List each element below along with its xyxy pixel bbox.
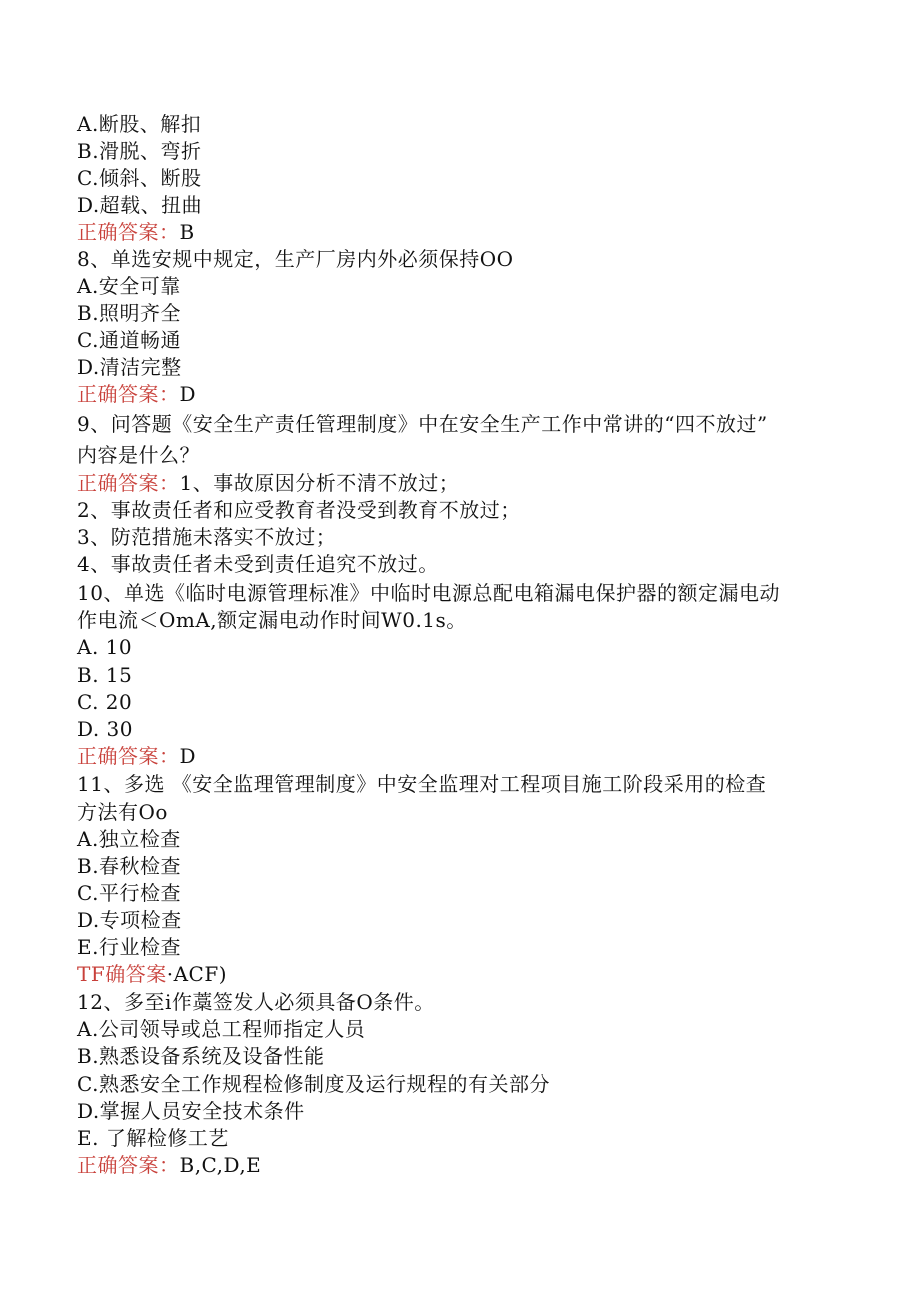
q11-option-c: C.平行检查	[77, 881, 181, 905]
q12-answer	[77, 1152, 261, 1179]
answer-label: TF确答案	[77, 962, 167, 986]
q12-option-c: C.熟悉安全工作规程检修制度及运行规程的有关部分	[77, 1072, 550, 1096]
answer-value: B	[179, 220, 195, 244]
q11-answer	[77, 961, 227, 988]
q12-question: 12、多至i作藁签发人必须具备O条件。	[77, 990, 435, 1014]
q7-option-a: A.断股、解扣	[77, 112, 202, 136]
answer-value: D	[179, 382, 197, 406]
q8-question: 8、单选安规中规定，生产厂房内外必须保持OO	[77, 247, 514, 271]
q10-option-b: B. 15	[77, 663, 133, 687]
answer-label: 正确答案：	[77, 471, 180, 495]
q12-option-a: A.公司领导或总工程师指定人员	[77, 1017, 366, 1041]
q11-option-a: A.独立检查	[77, 827, 181, 851]
q11-option-b: B.春秋检查	[77, 854, 182, 878]
q11-question-line1: 11、多选 《安全监理管理制度》中安全监理对工程项目施工阶段采用的检查	[77, 772, 767, 796]
q10-answer	[77, 743, 196, 770]
answer-value: ·ACF)	[166, 962, 228, 986]
answer-label: 正确答案：	[77, 220, 180, 244]
q11-question-line2: 方法有Oo	[77, 800, 168, 824]
q9-question-line2: 内容是什么？	[77, 443, 200, 467]
q10-option-a: A. 10	[77, 635, 133, 659]
answer-value: D	[179, 744, 197, 768]
q9-answer-line3: 3、防范措施未落实不放过；	[77, 525, 337, 549]
q7-option-b: B.滑脱、弯折	[77, 139, 202, 163]
answer-label: 正确答案：	[77, 744, 180, 768]
q7-answer	[77, 219, 195, 246]
answer-value: 1、事故原因分析不清不放过；	[179, 471, 460, 495]
q7-option-d: D.超载、扭曲	[77, 193, 203, 217]
q8-option-d: D.清洁完整	[77, 355, 182, 379]
q12-option-e: E. 了解检修工艺	[77, 1126, 229, 1150]
q10-question-line1: 10、单选《临时电源管理标准》中临时电源总配电箱漏电保护器的额定漏电动	[77, 581, 780, 605]
answer-label: 正确答案：	[77, 382, 180, 406]
q7-option-c: C.倾斜、断股	[77, 166, 202, 190]
q9-question-line1: 9、问答题《安全生产责任管理制度》中在安全生产工作中常讲的“四不放过”	[77, 412, 768, 436]
q11-option-d: D.专项检查	[77, 908, 182, 932]
q10-option-d: D. 30	[77, 717, 133, 741]
q9-answer	[77, 470, 459, 497]
q9-answer-line2: 2、事故责任者和应受教育者没受到教育不放过；	[77, 498, 521, 522]
q8-option-b: B.照明齐全	[77, 301, 182, 325]
q10-question-line2: 作电流＜OmA,额定漏电动作时间W0.1s。	[77, 608, 467, 632]
answer-value: B,C,D,E	[179, 1153, 262, 1177]
q10-option-c: C. 20	[77, 690, 133, 714]
q8-option-c: C.通道畅通	[77, 328, 181, 352]
q12-option-d: D.掌握人员安全技术条件	[77, 1099, 305, 1123]
q12-option-b: B.熟悉设备系统及设备性能	[77, 1044, 325, 1068]
q8-answer	[77, 381, 196, 408]
q8-option-a: A.安全可靠	[77, 274, 181, 298]
answer-label: 正确答案：	[77, 1153, 180, 1177]
q11-option-e: E.行业检查	[77, 935, 181, 959]
q9-answer-line4: 4、事故责任者未受到责任追究不放过。	[77, 552, 439, 576]
